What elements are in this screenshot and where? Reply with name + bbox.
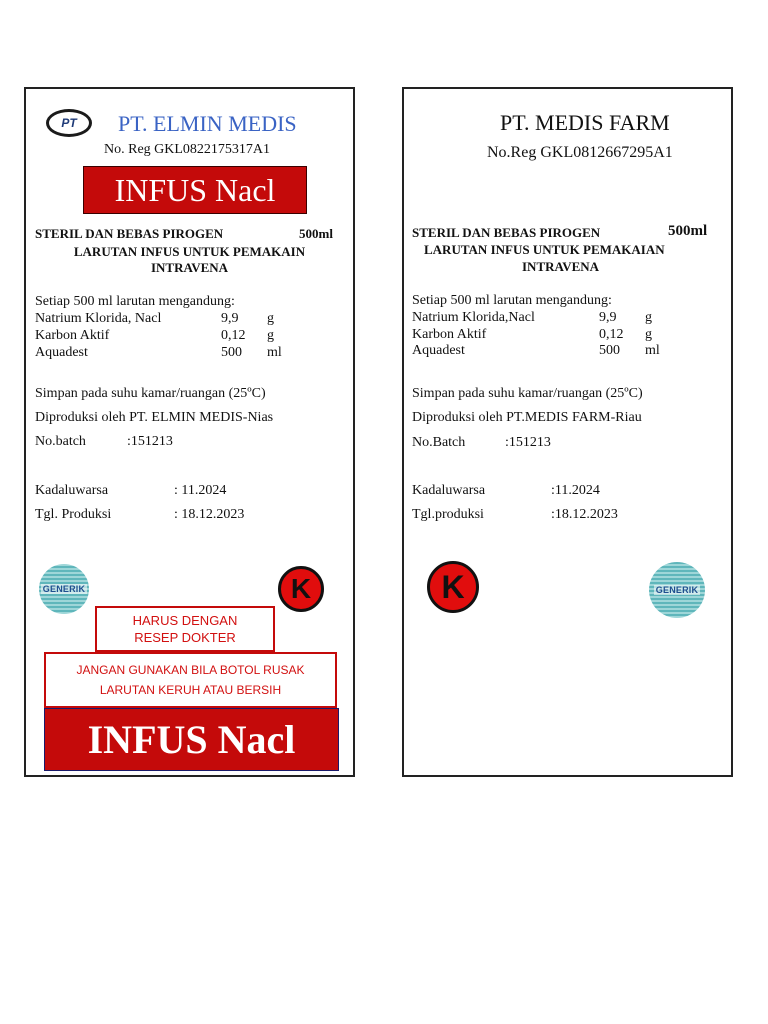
k-symbol-icon: [427, 561, 479, 613]
producer-text: Diproduksi oleh PT.MEDIS FARM-Riau: [412, 410, 642, 425]
steril-text: STERIL DAN BEBAS PIROGEN: [35, 226, 224, 241]
k-symbol-text: K: [290, 573, 312, 604]
ingredient-name: Karbon Aktif: [35, 328, 110, 343]
ingredient-name: Aquadest: [35, 345, 88, 360]
k-symbol-text: K: [441, 568, 465, 605]
pt-logo-icon: [46, 109, 92, 137]
k-symbol-icon: [278, 566, 324, 612]
product-title: INFUS Nacl: [114, 171, 276, 208]
ingredient-unit: g: [645, 310, 652, 325]
generik-text: GENERIK: [42, 584, 86, 594]
warning-line-1: JANGAN GUNAKAN BILA BOTOL RUSAK: [76, 663, 305, 677]
ingredient-amount: 9,9: [221, 311, 239, 326]
usage-line-2: INTRAVENA: [522, 259, 600, 274]
batch-label: No.batch: [35, 434, 86, 449]
expiry-value: :11.2024: [551, 483, 600, 498]
volume-text: 500ml: [299, 226, 333, 241]
ingredient-name: Natrium Klorida,Nacl: [412, 310, 535, 325]
producer-text: Diproduksi oleh PT. ELMIN MEDIS-Nias: [35, 410, 274, 425]
ingredient-name: Natrium Klorida, Nacl: [35, 311, 162, 326]
production-date-label: Tgl. Produksi: [35, 507, 112, 522]
usage-warning: [44, 652, 337, 708]
generik-logo-icon: [39, 564, 89, 614]
production-date-value: :18.12.2023: [551, 507, 618, 522]
production-date-value: : 18.12.2023: [174, 507, 245, 522]
ingredient-unit: g: [267, 328, 274, 343]
prescription-warning: [95, 606, 275, 652]
ingredient-name: Karbon Aktif: [412, 327, 487, 342]
storage-text: Simpan pada suhu kamar/ruangan (25ºC): [35, 386, 266, 401]
generik-logo-icon: [649, 562, 705, 618]
ingredient-unit: g: [645, 327, 652, 342]
company-name: PT. ELMIN MEDIS: [118, 111, 297, 136]
generik-text: GENERIK: [655, 585, 699, 595]
usage-line-1: LARUTAN INFUS UNTUK PEMAKAIN: [73, 244, 306, 259]
usage-line-2: INTRAVENA: [150, 260, 229, 275]
batch-label: No.Batch: [412, 435, 466, 450]
company-name: PT. MEDIS FARM: [500, 110, 670, 135]
registration-number: No.Reg GKL0812667295A1: [487, 144, 673, 161]
composition-header: Setiap 500 ml larutan mengandung:: [412, 293, 612, 308]
ingredient-unit: g: [267, 311, 274, 326]
bottom-title-box: [44, 708, 339, 771]
storage-text: Simpan pada suhu kamar/ruangan (25ºC): [412, 386, 643, 401]
bottom-title: INFUS Nacl: [87, 717, 296, 762]
usage-line-1: LARUTAN INFUS UNTUK PEMAKAIAN: [424, 242, 665, 257]
ingredient-name: Aquadest: [412, 343, 465, 358]
ingredient-amount: 9,9: [599, 310, 617, 325]
prescription-line-2: RESEP DOKTER: [134, 630, 236, 645]
batch-value: :151213: [127, 434, 173, 449]
expiry-label: Kadaluwarsa: [412, 483, 486, 498]
label-right: [402, 87, 733, 777]
production-date-label: Tgl.produksi: [412, 507, 484, 522]
ingredient-unit: ml: [645, 343, 660, 358]
prescription-line-1: HARUS DENGAN: [132, 613, 238, 628]
composition-header: Setiap 500 ml larutan mengandung:: [35, 294, 235, 309]
registration-number: No. Reg GKL0822175317A1: [104, 142, 271, 157]
product-title-box: [83, 166, 307, 214]
pt-logo-text: PT: [61, 116, 77, 130]
ingredient-amount: 0,12: [221, 328, 246, 343]
expiry-label: Kadaluwarsa: [35, 483, 109, 498]
ingredient-amount: 500: [221, 345, 242, 360]
ingredient-amount: 0,12: [599, 327, 624, 342]
ingredient-amount: 500: [599, 343, 620, 358]
expiry-value: : 11.2024: [174, 483, 227, 498]
warning-line-2: LARUTAN KERUH ATAU BERSIH: [99, 683, 282, 697]
batch-value: :151213: [505, 435, 551, 450]
steril-text: STERIL DAN BEBAS PIROGEN: [412, 225, 601, 240]
volume-text: 500ml: [668, 223, 708, 239]
ingredient-unit: ml: [267, 345, 282, 360]
label-left: [24, 87, 355, 777]
